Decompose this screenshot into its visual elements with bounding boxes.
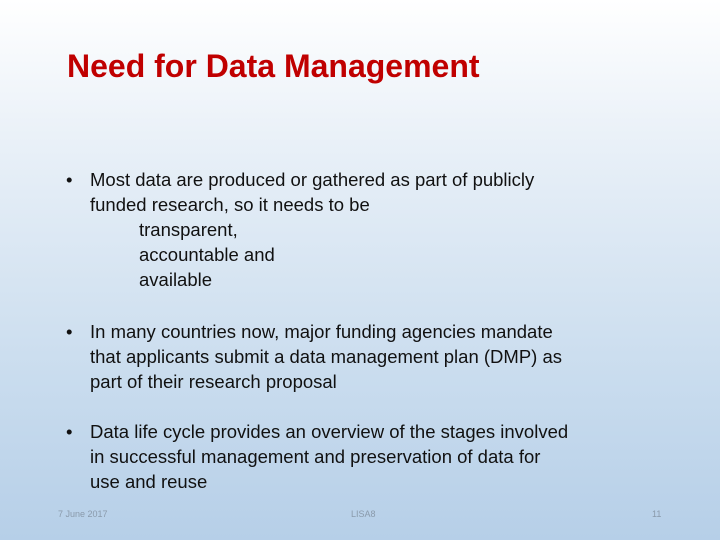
footer-date: 7 June 2017	[58, 509, 108, 519]
bullet-text-line: that applicants submit a data management plan (DMP) as	[90, 346, 562, 367]
bullet-text-line: Most data are produced or gathered as part of publicly	[90, 169, 535, 190]
bullet-marker: •	[66, 321, 73, 342]
bullet-text-line: funded research, so it needs to be	[90, 194, 370, 215]
bullet-text-line: part of their research proposal	[90, 371, 337, 392]
bullet-subline: transparent,	[139, 219, 238, 240]
bullet-item	[66, 319, 666, 394]
bullet-text-line: In many countries now, major funding agencies mandate	[90, 321, 553, 342]
footer-page-number: 11	[652, 509, 662, 519]
bullet-item	[66, 167, 666, 292]
bullet-marker: •	[66, 169, 73, 190]
bullet-text-line: Data life cycle provides an overview of the stages involved	[90, 421, 569, 442]
bullet-subline: available	[139, 269, 213, 290]
bullet-text-line: use and reuse	[90, 471, 208, 492]
footer-label: LISA8	[351, 509, 376, 519]
slide-title: Need for Data Management	[67, 48, 480, 84]
bullet-item	[66, 419, 666, 494]
bullet-text-line: in successful management and preservation of data for	[90, 446, 541, 467]
bullet-marker: •	[66, 421, 73, 442]
bullet-list	[66, 167, 666, 494]
bullet-subline: accountable and	[139, 244, 275, 265]
